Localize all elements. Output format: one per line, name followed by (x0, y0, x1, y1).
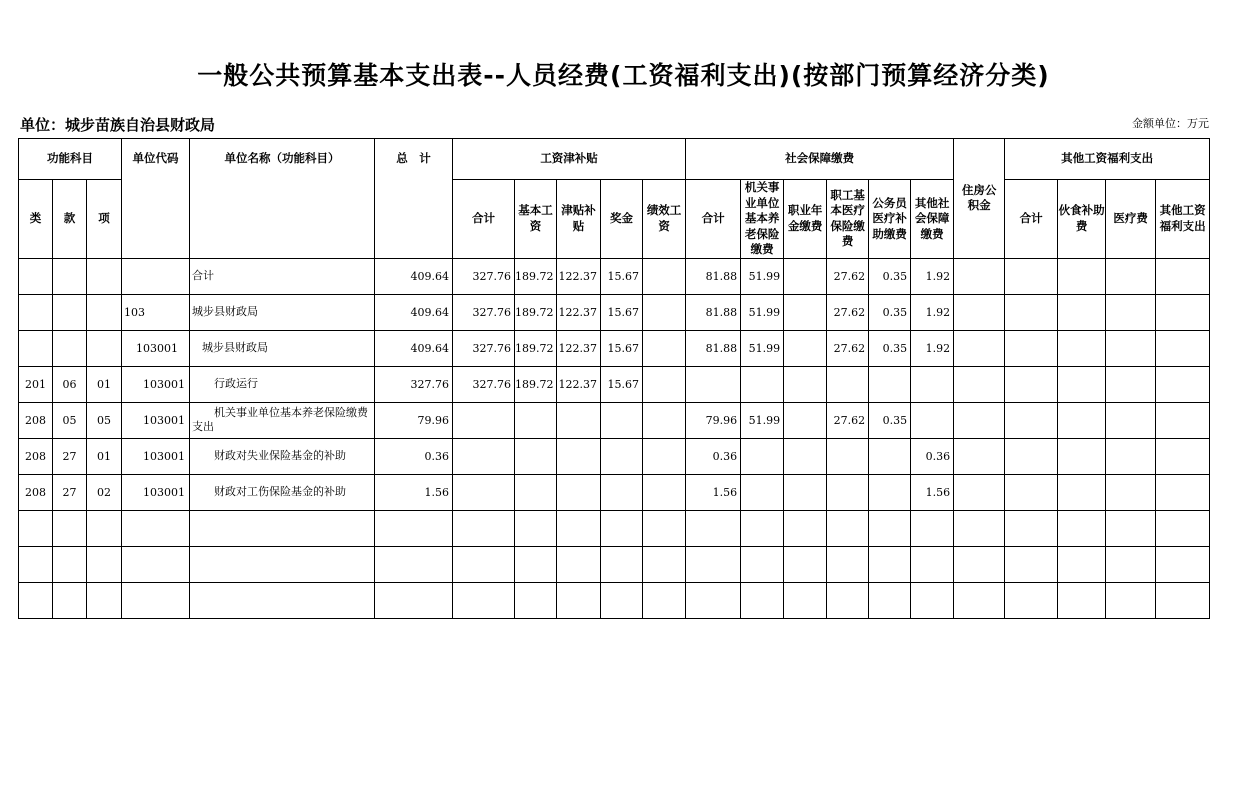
cell-xiang (87, 258, 122, 294)
cell-allowance (557, 474, 601, 510)
cell-civil-medical (869, 510, 911, 546)
cell-salary-total (453, 474, 515, 510)
cell-civil-medical (869, 546, 911, 582)
header-other-welfare: 其他工资福利支出 (1156, 180, 1210, 259)
cell-other-total (1005, 438, 1058, 474)
cell-pension: 51.99 (741, 258, 784, 294)
cell-medical-fee (1106, 582, 1156, 618)
header-unit-code: 单位代码 (122, 139, 190, 259)
cell-allowance (557, 402, 601, 438)
header-unit-name: 单位名称（功能科目） (190, 139, 375, 259)
cell-kuan (53, 510, 87, 546)
cell-kuan (53, 294, 87, 330)
cell-annuity (784, 402, 827, 438)
cell-bonus (601, 546, 643, 582)
cell-unit-name: 合计 (190, 258, 375, 294)
table-row (19, 510, 1210, 546)
cell-performance-pay (643, 582, 686, 618)
cell-salary-total (453, 510, 515, 546)
cell-performance-pay (643, 546, 686, 582)
cell-medical-fee (1106, 402, 1156, 438)
cell-meal-subsidy (1058, 402, 1106, 438)
cell-social-total (686, 366, 741, 402)
cell-housing (954, 510, 1005, 546)
header-other-social: 其他社会保障缴费 (911, 180, 954, 259)
cell-other-total (1005, 258, 1058, 294)
cell-lei (19, 294, 53, 330)
cell-social-total (686, 510, 741, 546)
cell-housing (954, 366, 1005, 402)
cell-xiang (87, 546, 122, 582)
cell-unit-code: 103001 (122, 402, 190, 438)
cell-other-total (1005, 582, 1058, 618)
cell-meal-subsidy (1058, 510, 1106, 546)
cell-salary-total: 327.76 (453, 258, 515, 294)
cell-other-social: 1.56 (911, 474, 954, 510)
cell-performance-pay (643, 258, 686, 294)
cell-basic-salary: 189.72 (515, 258, 557, 294)
cell-annuity (784, 330, 827, 366)
cell-civil-medical: 0.35 (869, 402, 911, 438)
cell-allowance: 122.37 (557, 258, 601, 294)
cell-medical-insurance: 27.62 (827, 258, 869, 294)
cell-total: 79.96 (375, 402, 453, 438)
cell-social-total (686, 582, 741, 618)
cell-unit-code (122, 546, 190, 582)
cell-medical-insurance (827, 510, 869, 546)
budget-table (18, 138, 1210, 619)
cell-kuan: 27 (53, 438, 87, 474)
cell-basic-salary (515, 546, 557, 582)
header-other-total: 合计 (1005, 180, 1058, 259)
cell-annuity (784, 582, 827, 618)
cell-unit-code (122, 582, 190, 618)
cell-total: 409.64 (375, 258, 453, 294)
header-other-group: 其他工资福利支出 (1005, 139, 1210, 180)
cell-social-total: 1.56 (686, 474, 741, 510)
cell-other-social: 1.92 (911, 258, 954, 294)
cell-annuity (784, 510, 827, 546)
header-basic-salary: 基本工资 (515, 180, 557, 259)
table-row (19, 294, 1210, 330)
cell-civil-medical: 0.35 (869, 294, 911, 330)
cell-other-social (911, 402, 954, 438)
cell-meal-subsidy (1058, 294, 1106, 330)
cell-other-total (1005, 402, 1058, 438)
cell-pension (741, 582, 784, 618)
cell-medical-fee (1106, 258, 1156, 294)
cell-lei (19, 582, 53, 618)
cell-civil-medical: 0.35 (869, 330, 911, 366)
cell-other-welfare (1156, 546, 1210, 582)
cell-other-welfare (1156, 366, 1210, 402)
cell-pension: 51.99 (741, 330, 784, 366)
cell-allowance (557, 438, 601, 474)
cell-annuity (784, 546, 827, 582)
cell-basic-salary: 189.72 (515, 366, 557, 402)
cell-other-welfare (1156, 402, 1210, 438)
cell-other-total (1005, 474, 1058, 510)
cell-lei (19, 258, 53, 294)
page-title: 一般公共预算基本支出表--人员经费(工资福利支出)(按部门预算经济分类) (197, 61, 1050, 90)
cell-lei: 201 (19, 366, 53, 402)
cell-unit-name (190, 546, 375, 582)
cell-pension (741, 366, 784, 402)
cell-medical-insurance (827, 546, 869, 582)
cell-salary-total (453, 402, 515, 438)
cell-unit-name: 城步县财政局 (190, 294, 375, 330)
cell-other-welfare (1156, 582, 1210, 618)
cell-annuity (784, 294, 827, 330)
unit-label: 单位：城步苗族自治县财政局 (20, 116, 216, 134)
cell-meal-subsidy (1058, 582, 1106, 618)
cell-bonus: 15.67 (601, 366, 643, 402)
cell-medical-fee (1106, 546, 1156, 582)
cell-housing (954, 294, 1005, 330)
cell-allowance: 122.37 (557, 330, 601, 366)
cell-housing (954, 258, 1005, 294)
cell-allowance (557, 510, 601, 546)
cell-housing (954, 474, 1005, 510)
cell-xiang: 01 (87, 366, 122, 402)
cell-xiang: 01 (87, 438, 122, 474)
cell-other-welfare (1156, 474, 1210, 510)
cell-other-social (911, 582, 954, 618)
cell-salary-total (453, 582, 515, 618)
header-medical-fee: 医疗费 (1106, 180, 1156, 259)
cell-basic-salary: 189.72 (515, 294, 557, 330)
table-row (19, 438, 1210, 474)
cell-allowance (557, 546, 601, 582)
cell-medical-fee (1106, 474, 1156, 510)
cell-pension (741, 510, 784, 546)
cell-allowance: 122.37 (557, 366, 601, 402)
cell-civil-medical (869, 474, 911, 510)
cell-xiang (87, 330, 122, 366)
cell-bonus: 15.67 (601, 258, 643, 294)
cell-performance-pay (643, 474, 686, 510)
cell-bonus: 15.67 (601, 330, 643, 366)
table-row (19, 402, 1210, 438)
cell-housing (954, 330, 1005, 366)
cell-performance-pay (643, 330, 686, 366)
cell-basic-salary (515, 402, 557, 438)
cell-medical-insurance (827, 366, 869, 402)
cell-civil-medical: 0.35 (869, 258, 911, 294)
cell-meal-subsidy (1058, 546, 1106, 582)
cell-annuity (784, 474, 827, 510)
cell-basic-salary (515, 438, 557, 474)
cell-other-welfare (1156, 294, 1210, 330)
cell-unit-name: 财政对失业保险基金的补助 (190, 438, 375, 474)
table-row (19, 546, 1210, 582)
cell-unit-name (190, 582, 375, 618)
cell-other-total (1005, 330, 1058, 366)
cell-annuity (784, 366, 827, 402)
cell-salary-total: 327.76 (453, 366, 515, 402)
cell-lei (19, 330, 53, 366)
cell-medical-insurance: 27.62 (827, 294, 869, 330)
header-total: 总 计 (375, 139, 453, 259)
cell-meal-subsidy (1058, 474, 1106, 510)
cell-other-total (1005, 510, 1058, 546)
money-unit-label: 金额单位：万元 (1132, 117, 1209, 130)
header-pension: 机关事业单位基本养老保险缴费 (741, 180, 784, 259)
cell-pension (741, 546, 784, 582)
header-allowance: 津贴补贴 (557, 180, 601, 259)
cell-social-total: 0.36 (686, 438, 741, 474)
cell-unit-name: 行政运行 (190, 366, 375, 402)
cell-meal-subsidy (1058, 330, 1106, 366)
header-social-group: 社会保障缴费 (686, 139, 954, 180)
header-medical-insurance: 职工基本医疗保险缴费 (827, 180, 869, 259)
header-kuan: 款 (53, 180, 87, 259)
cell-pension (741, 474, 784, 510)
cell-total: 409.64 (375, 330, 453, 366)
cell-other-social (911, 366, 954, 402)
cell-unit-name: 机关事业单位基本养老保险缴费支出 (190, 402, 375, 438)
cell-performance-pay (643, 438, 686, 474)
table-row (19, 582, 1210, 618)
cell-unit-code: 103001 (122, 366, 190, 402)
cell-performance-pay (643, 402, 686, 438)
cell-medical-insurance (827, 474, 869, 510)
cell-other-welfare (1156, 258, 1210, 294)
cell-other-social (911, 510, 954, 546)
cell-xiang: 02 (87, 474, 122, 510)
cell-total (375, 510, 453, 546)
cell-bonus (601, 510, 643, 546)
cell-social-total: 81.88 (686, 258, 741, 294)
cell-medical-insurance: 27.62 (827, 330, 869, 366)
header-civil-medical: 公务员医疗补助缴费 (869, 180, 911, 259)
cell-unit-code: 103001 (122, 330, 190, 366)
cell-salary-total (453, 438, 515, 474)
cell-kuan (53, 330, 87, 366)
cell-civil-medical (869, 438, 911, 474)
cell-bonus (601, 474, 643, 510)
cell-xiang (87, 582, 122, 618)
cell-other-social: 1.92 (911, 330, 954, 366)
cell-pension (741, 438, 784, 474)
cell-basic-salary: 189.72 (515, 330, 557, 366)
cell-basic-salary (515, 474, 557, 510)
cell-allowance (557, 582, 601, 618)
cell-medical-fee (1106, 366, 1156, 402)
cell-other-total (1005, 546, 1058, 582)
cell-meal-subsidy (1058, 258, 1106, 294)
cell-bonus: 15.67 (601, 294, 643, 330)
cell-other-social (911, 546, 954, 582)
cell-housing (954, 546, 1005, 582)
header-xiang: 项 (87, 180, 122, 259)
cell-medical-insurance: 27.62 (827, 402, 869, 438)
cell-other-social: 0.36 (911, 438, 954, 474)
cell-unit-code: 103001 (122, 438, 190, 474)
cell-medical-fee (1106, 294, 1156, 330)
table-row (19, 366, 1210, 402)
cell-other-welfare (1156, 330, 1210, 366)
cell-xiang (87, 510, 122, 546)
cell-lei (19, 546, 53, 582)
cell-salary-total: 327.76 (453, 294, 515, 330)
cell-salary-total (453, 546, 515, 582)
cell-other-total (1005, 294, 1058, 330)
cell-other-total (1005, 366, 1058, 402)
header-salary-total: 合计 (453, 180, 515, 259)
cell-total: 327.76 (375, 366, 453, 402)
header-bonus: 奖金 (601, 180, 643, 259)
header-annuity: 职业年金缴费 (784, 180, 827, 259)
cell-bonus (601, 402, 643, 438)
cell-medical-fee (1106, 510, 1156, 546)
cell-allowance: 122.37 (557, 294, 601, 330)
cell-salary-total: 327.76 (453, 330, 515, 366)
cell-performance-pay (643, 294, 686, 330)
cell-annuity (784, 438, 827, 474)
cell-meal-subsidy (1058, 438, 1106, 474)
cell-housing (954, 438, 1005, 474)
table-row (19, 330, 1210, 366)
cell-kuan (53, 546, 87, 582)
cell-unit-code (122, 258, 190, 294)
cell-total (375, 582, 453, 618)
cell-pension: 51.99 (741, 294, 784, 330)
table-row (19, 258, 1210, 294)
cell-social-total: 81.88 (686, 294, 741, 330)
cell-performance-pay (643, 366, 686, 402)
header-social-total: 合计 (686, 180, 741, 259)
cell-lei: 208 (19, 474, 53, 510)
cell-other-welfare (1156, 510, 1210, 546)
header-housing: 住房公积金 (954, 139, 1005, 259)
cell-unit-name (190, 510, 375, 546)
cell-xiang (87, 294, 122, 330)
header-lei: 类 (19, 180, 53, 259)
cell-housing (954, 582, 1005, 618)
cell-unit-code: 103 (122, 294, 190, 330)
cell-social-total: 79.96 (686, 402, 741, 438)
cell-basic-salary (515, 582, 557, 618)
header-func-subject: 功能科目 (19, 139, 122, 180)
cell-performance-pay (643, 510, 686, 546)
cell-annuity (784, 258, 827, 294)
cell-bonus (601, 582, 643, 618)
cell-civil-medical (869, 582, 911, 618)
table-row (19, 474, 1210, 510)
cell-kuan: 27 (53, 474, 87, 510)
cell-medical-insurance (827, 438, 869, 474)
cell-total (375, 546, 453, 582)
header-performance-pay: 绩效工资 (643, 180, 686, 259)
cell-unit-code (122, 510, 190, 546)
cell-unit-code: 103001 (122, 474, 190, 510)
cell-other-welfare (1156, 438, 1210, 474)
cell-pension: 51.99 (741, 402, 784, 438)
cell-total: 0.36 (375, 438, 453, 474)
cell-housing (954, 402, 1005, 438)
cell-kuan: 06 (53, 366, 87, 402)
cell-meal-subsidy (1058, 366, 1106, 402)
cell-medical-fee (1106, 330, 1156, 366)
cell-civil-medical (869, 366, 911, 402)
cell-unit-name: 财政对工伤保险基金的补助 (190, 474, 375, 510)
cell-medical-insurance (827, 582, 869, 618)
cell-xiang: 05 (87, 402, 122, 438)
cell-kuan (53, 582, 87, 618)
cell-social-total: 81.88 (686, 330, 741, 366)
cell-social-total (686, 546, 741, 582)
cell-kuan: 05 (53, 402, 87, 438)
cell-total: 1.56 (375, 474, 453, 510)
header-salary-group: 工资津补贴 (453, 139, 686, 180)
cell-bonus (601, 438, 643, 474)
cell-lei (19, 510, 53, 546)
cell-unit-name: 城步县财政局 (190, 330, 375, 366)
cell-total: 409.64 (375, 294, 453, 330)
cell-lei: 208 (19, 438, 53, 474)
cell-kuan (53, 258, 87, 294)
header-meal-subsidy: 伙食补助费 (1058, 180, 1106, 259)
cell-lei: 208 (19, 402, 53, 438)
cell-other-social: 1.92 (911, 294, 954, 330)
cell-basic-salary (515, 510, 557, 546)
cell-medical-fee (1106, 438, 1156, 474)
